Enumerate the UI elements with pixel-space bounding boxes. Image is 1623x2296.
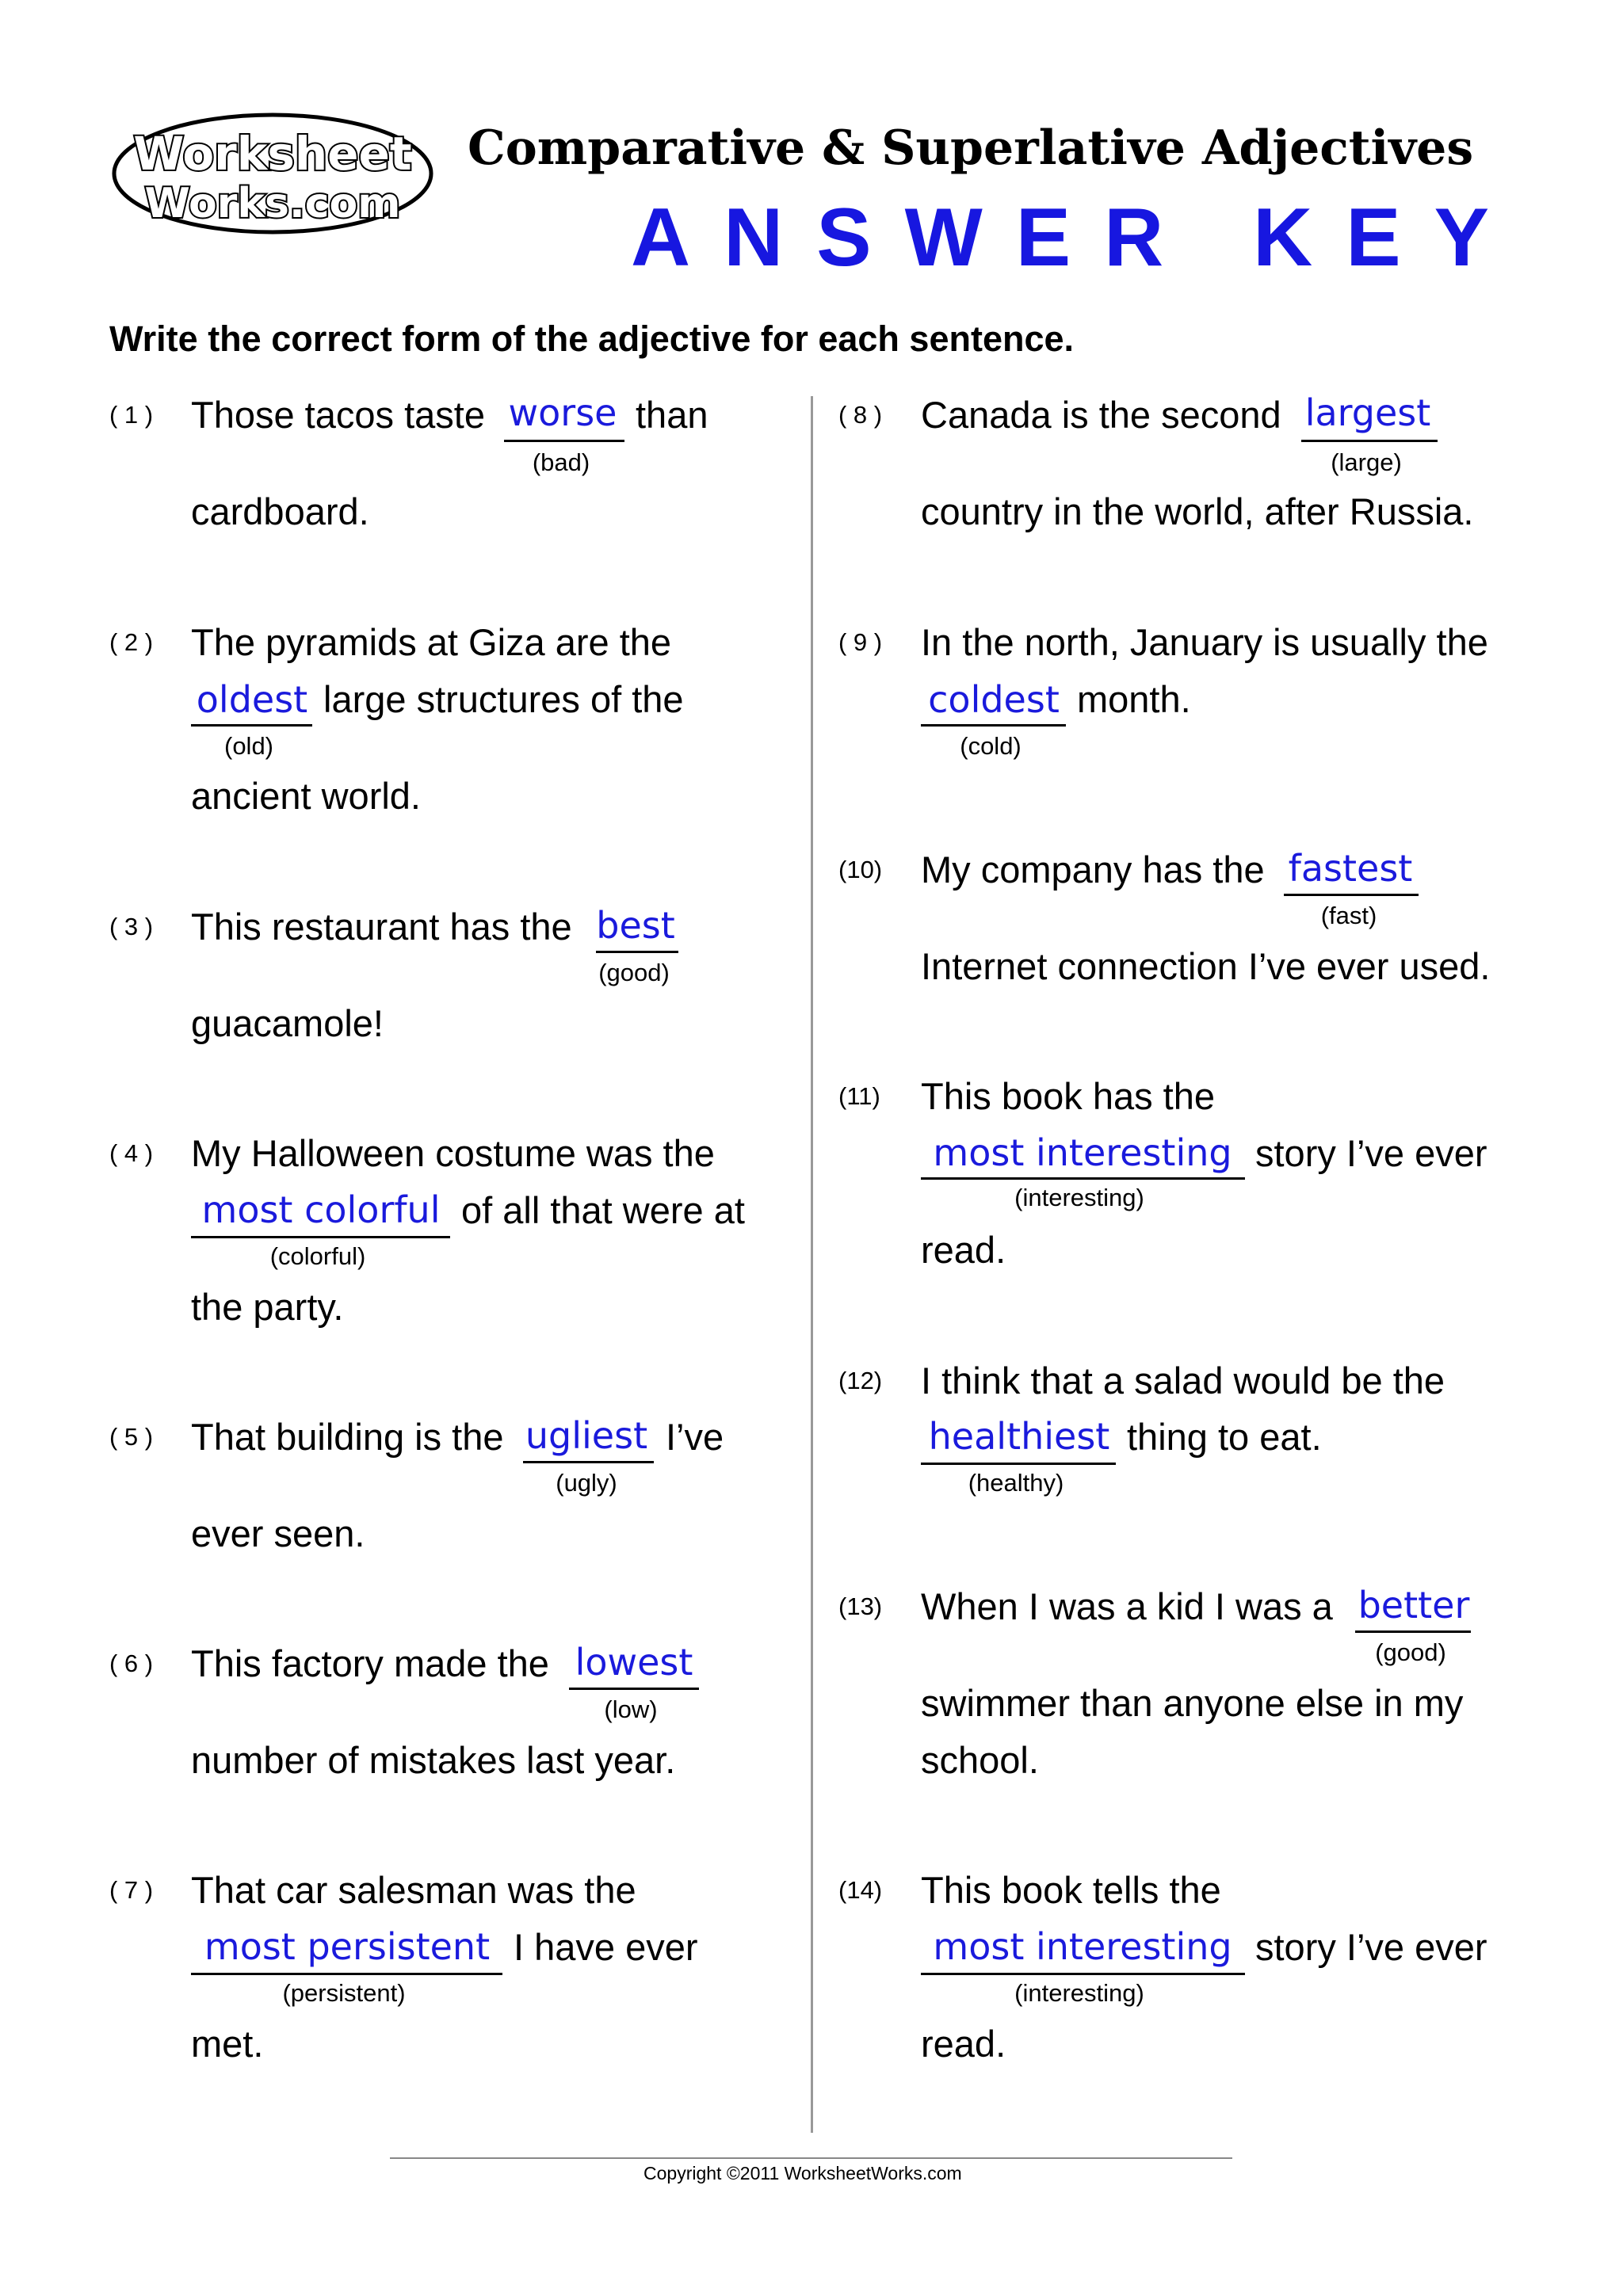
question-number: ( 6 ) <box>109 1650 154 1677</box>
answer-blank <box>504 440 624 442</box>
question-number: ( 3 ) <box>109 913 154 940</box>
logo-text-bottom: Works.com <box>144 180 401 227</box>
adjective-hint: (old) <box>223 732 274 760</box>
question-text: Those tacos taste <box>191 394 485 436</box>
answer-blank <box>1284 894 1419 896</box>
question-number: ( 5 ) <box>109 1423 154 1451</box>
answer-text: most colorful <box>201 1188 441 1231</box>
question-number: ( 9 ) <box>838 628 883 656</box>
question-text: Canada is the second <box>921 394 1281 436</box>
question-text: The pyramids at Giza are the <box>191 621 672 663</box>
answer-blank <box>921 1973 1245 1975</box>
question-text: That car salesman was the <box>191 1869 636 1911</box>
question-text-after: story I’ve ever <box>1255 1926 1487 1968</box>
question-text-after: I’ve <box>666 1416 724 1458</box>
question-text: This book has the <box>921 1075 1215 1117</box>
question-text-after: than <box>636 394 708 436</box>
question-number: (12) <box>838 1367 883 1394</box>
question-text: This book tells the <box>921 1869 1221 1911</box>
question-text-continued: the party. <box>191 1286 344 1328</box>
answer-text: ugliest <box>525 1414 648 1457</box>
adjective-hint: (interesting) <box>1014 1184 1144 1211</box>
logo-text-top: Worksheet <box>133 127 412 181</box>
question-text-continued: guacamole! <box>191 1002 384 1044</box>
answer-blank <box>191 724 312 727</box>
answer-text: best <box>596 904 675 947</box>
adjective-hint: (good) <box>598 959 670 986</box>
instructions: Write the correct form of the adjective for each sentence. <box>109 318 1075 359</box>
question-text-continued: read. <box>921 1229 1006 1271</box>
adjective-hint: (ugly) <box>556 1469 617 1497</box>
answer-text: worse <box>508 391 617 434</box>
answer-blank <box>1301 440 1438 442</box>
question-text-continued: read. <box>921 2023 1006 2065</box>
answer-blank <box>523 1461 654 1463</box>
adjective-hint: (interesting) <box>1014 1979 1144 2007</box>
adjective-hint: (persistent) <box>282 1979 406 2007</box>
question-number: (10) <box>838 856 883 883</box>
answer-text: most interesting <box>933 1131 1232 1174</box>
question-text: This factory made the <box>191 1642 549 1684</box>
footer-rule <box>390 2157 1232 2159</box>
question-number: (14) <box>838 1876 883 1904</box>
adjective-hint: (large) <box>1331 448 1402 476</box>
question-number: ( 4 ) <box>109 1139 154 1167</box>
answer-blank <box>191 1973 502 1975</box>
question-text: That building is the <box>191 1416 504 1458</box>
question-text-continued: swimmer than anyone else in my <box>921 1682 1464 1724</box>
question-text: My company has the <box>921 849 1265 891</box>
question-text-continued: met. <box>191 2023 264 2065</box>
answer-text: healthiest <box>928 1415 1110 1458</box>
question-text: In the north, January is usually the <box>921 621 1488 663</box>
worksheetworks-logo <box>109 109 436 238</box>
question-text: This restaurant has the <box>191 906 572 948</box>
question-text-after: I have ever <box>514 1926 698 1968</box>
answer-blank <box>921 1177 1245 1180</box>
answer-blank <box>921 1463 1116 1465</box>
question-text: When I was a kid I was a <box>921 1585 1333 1627</box>
answer-text: most persistent <box>204 1925 491 1968</box>
answer-text: better <box>1358 1584 1470 1627</box>
question-text-continued: Internet connection I’ve ever used. <box>921 945 1491 987</box>
answer-text: coldest <box>928 678 1060 721</box>
question-text-continued: number of mistakes last year. <box>191 1739 676 1781</box>
question-text-continued: ever seen. <box>191 1512 365 1554</box>
question-text-continued-2: school. <box>921 1739 1039 1781</box>
question-text-after: month. <box>1077 678 1191 720</box>
question-number: ( 2 ) <box>109 628 154 656</box>
question-text-after: thing to eat. <box>1127 1416 1322 1458</box>
question-number: ( 8 ) <box>838 401 883 429</box>
adjective-hint: (good) <box>1375 1638 1446 1666</box>
question-number: (13) <box>838 1592 883 1620</box>
answer-blank <box>596 951 678 953</box>
answer-text: most interesting <box>933 1925 1232 1968</box>
answer-text: fastest <box>1288 847 1413 890</box>
question-text-continued: cardboard. <box>191 490 369 532</box>
adjective-hint: (fast) <box>1320 902 1377 929</box>
question-number: ( 1 ) <box>109 401 154 429</box>
question-text-after: story I’ve ever <box>1255 1132 1487 1174</box>
answer-blank <box>921 724 1066 727</box>
column-divider <box>811 396 813 2133</box>
answer-blank <box>191 1236 450 1238</box>
question-text: My Halloween costume was the <box>191 1132 715 1174</box>
adjective-hint: (healthy) <box>968 1469 1064 1497</box>
adjective-hint: (cold) <box>960 732 1022 760</box>
answer-text: largest <box>1304 391 1431 434</box>
question-text-after: of all that were at <box>461 1189 745 1231</box>
answer-blank <box>1355 1630 1471 1633</box>
question-number: (11) <box>838 1082 880 1110</box>
copyright: Copyright ©2011 WorksheetWorks.com <box>643 2163 962 2183</box>
answer-key-heading: ANSWER KEY <box>631 192 1522 284</box>
answer-text: oldest <box>196 678 308 721</box>
question-text: I think that a salad would be the <box>921 1360 1445 1402</box>
answer-text: lowest <box>575 1641 693 1684</box>
question-number: ( 7 ) <box>109 1876 154 1904</box>
adjective-hint: (low) <box>604 1695 658 1723</box>
question-text-continued: ancient world. <box>191 775 421 817</box>
question-text-continued: country in the world, after Russia. <box>921 490 1474 532</box>
answer-blank <box>569 1688 699 1690</box>
page-title: Comparative & Superlative Adjectives <box>468 120 1474 176</box>
question-text-after: large structures of the <box>323 678 684 720</box>
adjective-hint: (colorful) <box>269 1242 366 1270</box>
adjective-hint: (bad) <box>532 448 590 476</box>
